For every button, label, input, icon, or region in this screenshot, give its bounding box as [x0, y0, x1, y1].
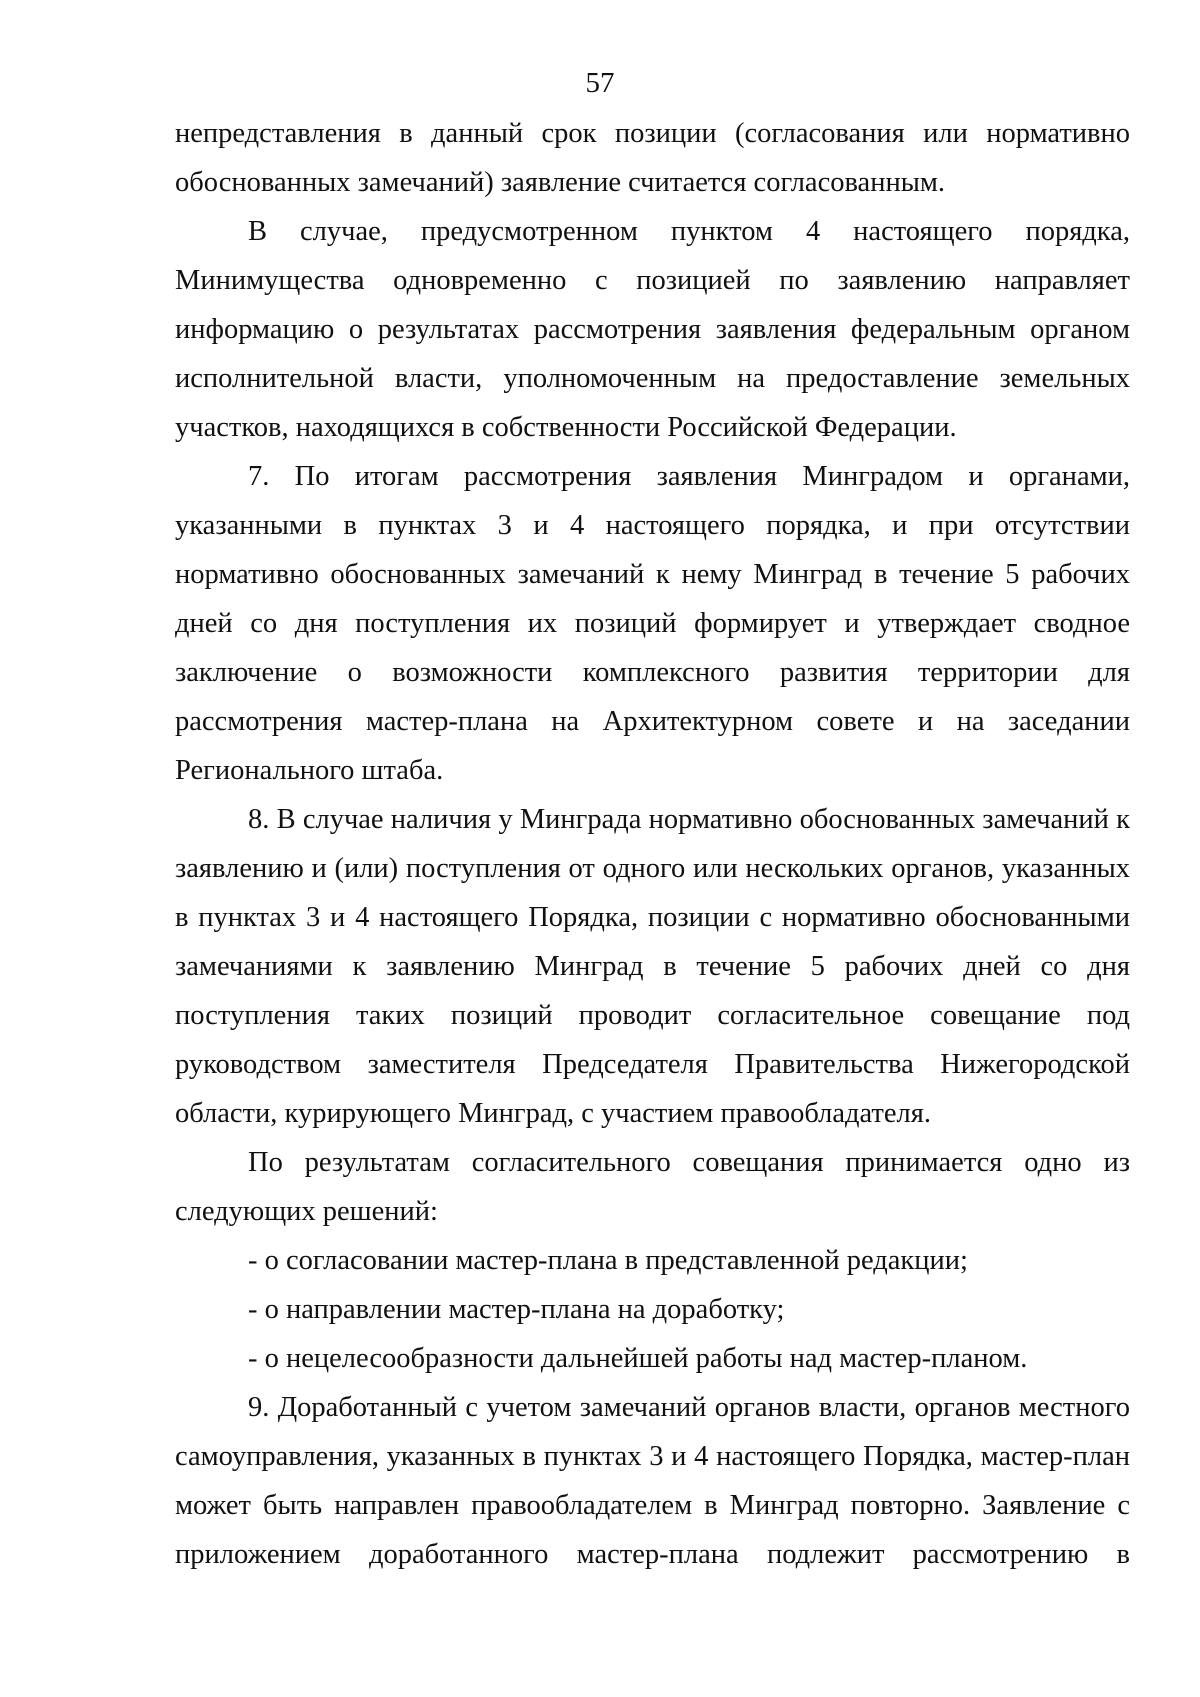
list-item-decision-2: - о направлении мастер-плана на доработку;: [248, 1294, 785, 1325]
paragraph-case-clause-4: В случае, предусмотренном пунктом 4 настоящего порядка, Минимущества одновременно с позицией по заявлению направляет информацию о результатах рассмотрения заявления федеральным органом исполнительной власти, уполномоченным на предоставление земельных участков, находящихся в собственности Российской Федерации.: [175, 216, 1130, 443]
paragraph-item-8: 8. В случае наличия у Минграда нормативно обоснованных замечаний к заявлению и (или) поступления от одного или нескольких органов, указанных в пунктах 3 и 4 настоящего Порядка, позиции с нормативно обоснованными замечаниями к заявлению Минград в течение 5 рабочих дней со дня поступления таких позиций проводит согласительное совещание под руководством заместителя Председателя Правительства Нижегородской области, курирующего Минград, с участием правообладателя.: [175, 804, 1130, 1129]
paragraph-results-intro: По результатам согласительного совещания принимается одно из следующих решений:: [175, 1147, 1130, 1227]
list-item-decision-1: - о согласовании мастер-плана в представленной редакции;: [248, 1245, 968, 1276]
paragraph-continuation: непредставления в данный срок позиции (согласования или нормативно обоснованных замечаний) заявление считается согласованным.: [175, 118, 1130, 198]
list-item-decision-3: - о нецелесообразности дальнейшей работы над мастер-планом.: [248, 1343, 1028, 1374]
paragraph-item-9: 9. Доработанный с учетом замечаний органов власти, органов местного самоуправления, указанных в пунктах 3 и 4 настоящего Порядка, мастер-план может быть направлен правообладателем в Минград повторно. Заявление с приложением доработанного мастер-плана подлежит рассмотрению в: [175, 1392, 1130, 1570]
document-body: [175, 109, 1130, 1579]
paragraph-item-7: 7. По итогам рассмотрения заявления Минградом и органами, указанными в пунктах 3 и 4 настоящего порядка, и при отсутствии нормативно обоснованных замечаний к нему Минград в течение 5 рабочих дней со дня поступления их позиций формирует и утверждает сводное заключение о возможности комплексного развития территории для рассмотрения мастер-плана на Архитектурном совете и на заседании Регионального штаба.: [175, 461, 1130, 786]
page-number: 57: [585, 67, 615, 99]
